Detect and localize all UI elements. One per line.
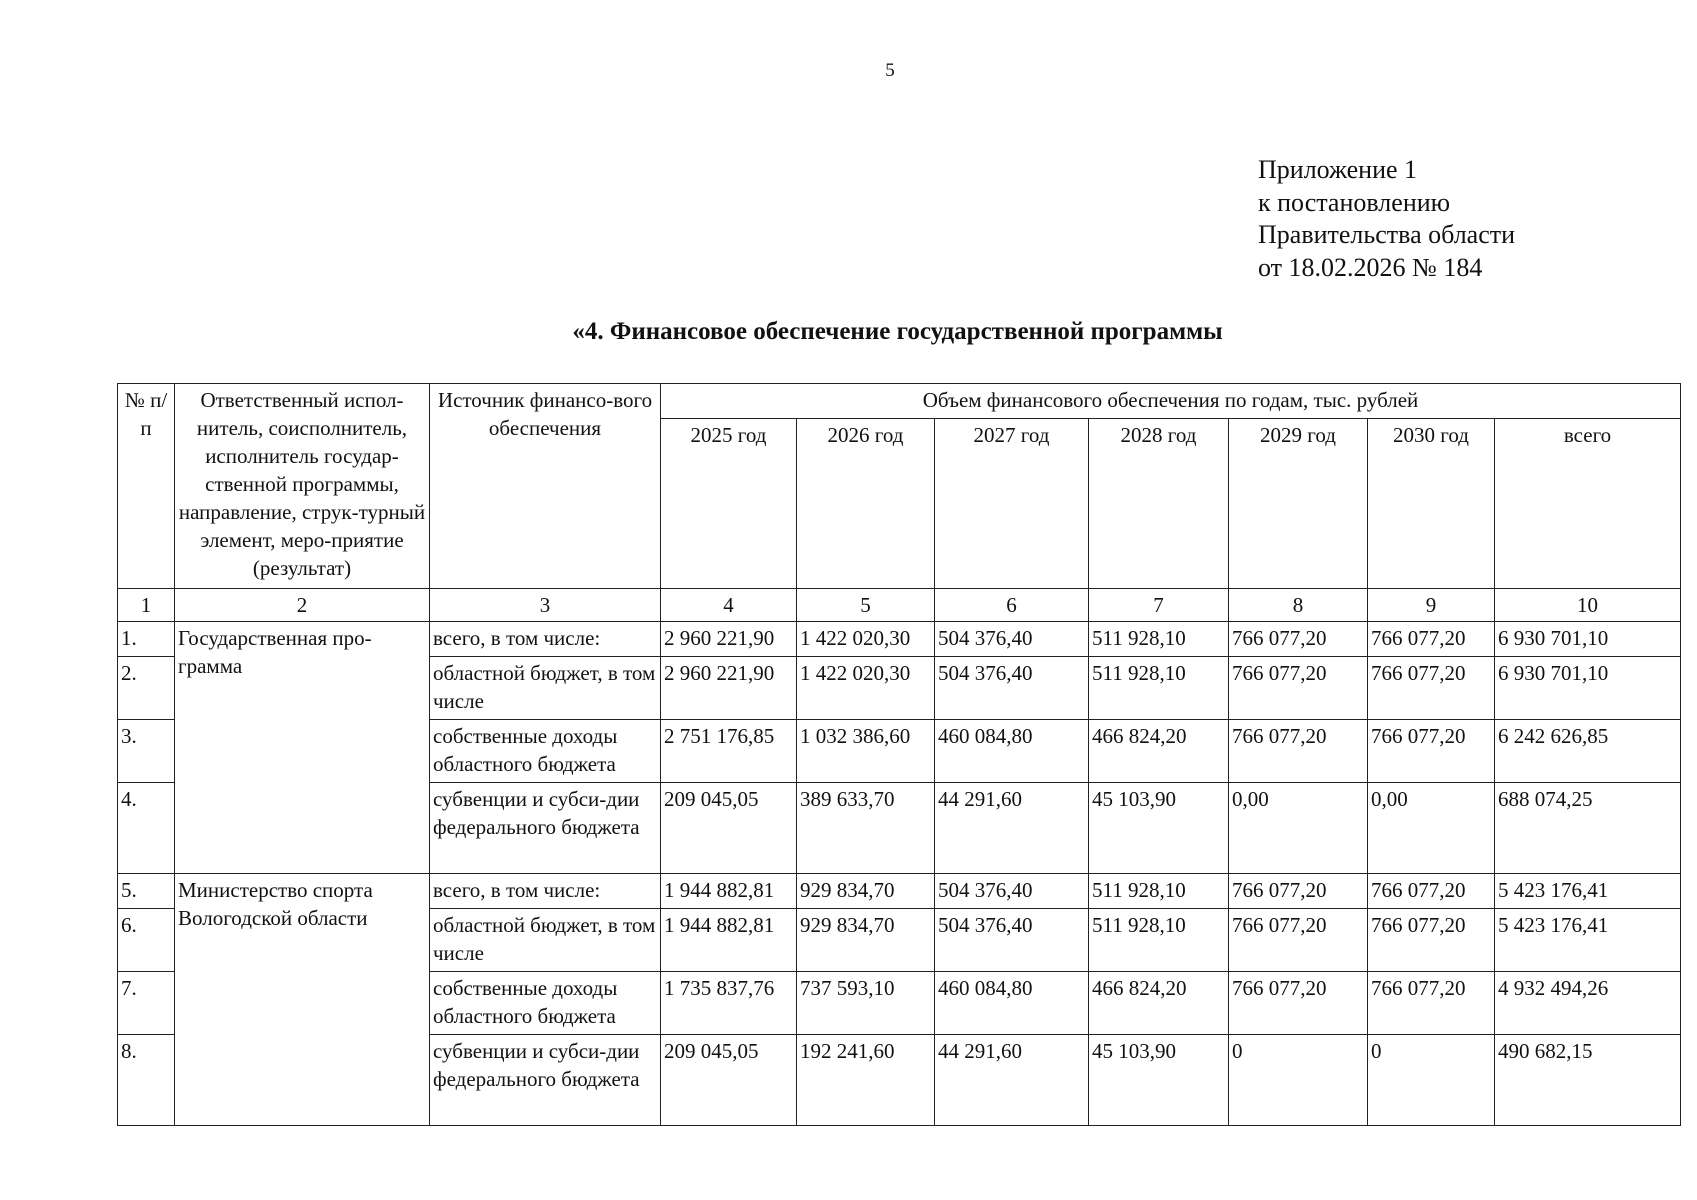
value-cell: 511 928,10: [1089, 909, 1229, 972]
value-cell: 766 077,20: [1368, 720, 1495, 783]
source-cell: всего, в том числе:: [430, 874, 661, 909]
row-number: 3.: [118, 720, 175, 783]
header-year: 2026 год: [797, 419, 935, 589]
value-cell: 766 077,20: [1229, 909, 1368, 972]
value-cell: 766 077,20: [1368, 909, 1495, 972]
value-cell: 44 291,60: [935, 1035, 1089, 1126]
column-number: 6: [935, 589, 1089, 622]
value-cell: 0,00: [1368, 783, 1495, 874]
value-cell: 766 077,20: [1368, 972, 1495, 1035]
header-num: № п/п: [118, 384, 175, 589]
value-cell: 2 960 221,90: [661, 657, 797, 720]
executor-cell: Министерство спорта Вологодской области: [175, 874, 430, 1126]
value-cell: 45 103,90: [1089, 1035, 1229, 1126]
header-source: Источник финансо-вого обеспечения: [430, 384, 661, 589]
value-cell: 460 084,80: [935, 972, 1089, 1035]
column-number: 9: [1368, 589, 1495, 622]
appendix-line: от 18.02.2026 № 184: [1258, 252, 1483, 282]
value-cell: 44 291,60: [935, 783, 1089, 874]
value-cell: 766 077,20: [1229, 874, 1368, 909]
row-number: 6.: [118, 909, 175, 972]
total-cell: 6 242 626,85: [1495, 720, 1681, 783]
header-executor: Ответственный испол-нитель, соисполнитель, исполнитель государ-ственной программы, направление, струк-турный элемент, меро-приятие (результат): [175, 384, 430, 589]
value-cell: 460 084,80: [935, 720, 1089, 783]
total-cell: 4 932 494,26: [1495, 972, 1681, 1035]
row-number: 4.: [118, 783, 175, 874]
table-row: [118, 622, 1681, 657]
column-number: 1: [118, 589, 175, 622]
value-cell: 1 944 882,81: [661, 909, 797, 972]
appendix-line: Приложение 1: [1258, 155, 1418, 184]
value-cell: 504 376,40: [935, 874, 1089, 909]
appendix-line: к постановлению: [1258, 187, 1451, 217]
row-number: 7.: [118, 972, 175, 1035]
value-cell: 511 928,10: [1089, 657, 1229, 720]
source-cell: собственные доходы областного бюджета: [430, 720, 661, 783]
header-year: 2029 год: [1229, 419, 1368, 589]
source-cell: собственные доходы областного бюджета: [430, 972, 661, 1035]
total-cell: 688 074,25: [1495, 783, 1681, 874]
table-row: [118, 874, 1681, 909]
row-number: 5.: [118, 874, 175, 909]
header-year: 2030 год: [1368, 419, 1495, 589]
column-number: 4: [661, 589, 797, 622]
column-number: 3: [430, 589, 661, 622]
value-cell: 1 944 882,81: [661, 874, 797, 909]
value-cell: 929 834,70: [797, 874, 935, 909]
total-cell: 5 423 176,41: [1495, 874, 1681, 909]
value-cell: 466 824,20: [1089, 720, 1229, 783]
column-number: 2: [175, 589, 430, 622]
page-number: 5: [885, 60, 895, 81]
value-cell: 766 077,20: [1368, 622, 1495, 657]
header-year: 2025 год: [661, 419, 797, 589]
value-cell: 1 735 837,76: [661, 972, 797, 1035]
executor-cell: Государственная про-грамма: [175, 622, 430, 874]
total-cell: 6 930 701,10: [1495, 657, 1681, 720]
total-cell: 6 930 701,10: [1495, 622, 1681, 657]
source-cell: областной бюджет, в том числе: [430, 909, 661, 972]
value-cell: 466 824,20: [1089, 972, 1229, 1035]
value-cell: 2 751 176,85: [661, 720, 797, 783]
value-cell: 504 376,40: [935, 909, 1089, 972]
value-cell: 511 928,10: [1089, 622, 1229, 657]
value-cell: 766 077,20: [1368, 657, 1495, 720]
value-cell: 929 834,70: [797, 909, 935, 972]
header-year: 2028 год: [1089, 419, 1229, 589]
appendix-block: [1258, 154, 1515, 284]
column-number-row: [118, 589, 1681, 622]
column-number: 7: [1089, 589, 1229, 622]
value-cell: 504 376,40: [935, 622, 1089, 657]
row-number: 8.: [118, 1035, 175, 1126]
value-cell: 766 077,20: [1229, 622, 1368, 657]
value-cell: 766 077,20: [1229, 972, 1368, 1035]
column-number: 8: [1229, 589, 1368, 622]
value-cell: 209 045,05: [661, 1035, 797, 1126]
value-cell: 504 376,40: [935, 657, 1089, 720]
document-title: «4. Финансовое обеспечение государственной программы: [572, 318, 1223, 345]
row-number: 1.: [118, 622, 175, 657]
value-cell: 2 960 221,90: [661, 622, 797, 657]
column-number: 5: [797, 589, 935, 622]
value-cell: 766 077,20: [1229, 720, 1368, 783]
value-cell: 0: [1368, 1035, 1495, 1126]
value-cell: 1 422 020,30: [797, 657, 935, 720]
value-cell: 1 032 386,60: [797, 720, 935, 783]
value-cell: 766 077,20: [1368, 874, 1495, 909]
total-cell: 5 423 176,41: [1495, 909, 1681, 972]
appendix-line: Правительства области: [1258, 220, 1516, 249]
value-cell: 1 422 020,30: [797, 622, 935, 657]
header-volume: Объем финансового обеспечения по годам, тыс. рублей: [661, 384, 1681, 419]
value-cell: 766 077,20: [1229, 657, 1368, 720]
header-year: 2027 год: [935, 419, 1089, 589]
value-cell: 511 928,10: [1089, 874, 1229, 909]
source-cell: всего, в том числе:: [430, 622, 661, 657]
value-cell: 192 241,60: [797, 1035, 935, 1126]
value-cell: 0,00: [1229, 783, 1368, 874]
value-cell: 0: [1229, 1035, 1368, 1126]
source-cell: субвенции и субси-дии федерального бюджета: [430, 1035, 661, 1126]
row-number: 2.: [118, 657, 175, 720]
source-cell: субвенции и субси-дии федерального бюджета: [430, 783, 661, 874]
value-cell: 209 045,05: [661, 783, 797, 874]
column-number: 10: [1495, 589, 1681, 622]
total-cell: 490 682,15: [1495, 1035, 1681, 1126]
value-cell: 45 103,90: [1089, 783, 1229, 874]
value-cell: 737 593,10: [797, 972, 935, 1035]
header-total: всего: [1495, 419, 1681, 589]
value-cell: 389 633,70: [797, 783, 935, 874]
source-cell: областной бюджет, в том числе: [430, 657, 661, 720]
financing-table: [117, 383, 1681, 1126]
